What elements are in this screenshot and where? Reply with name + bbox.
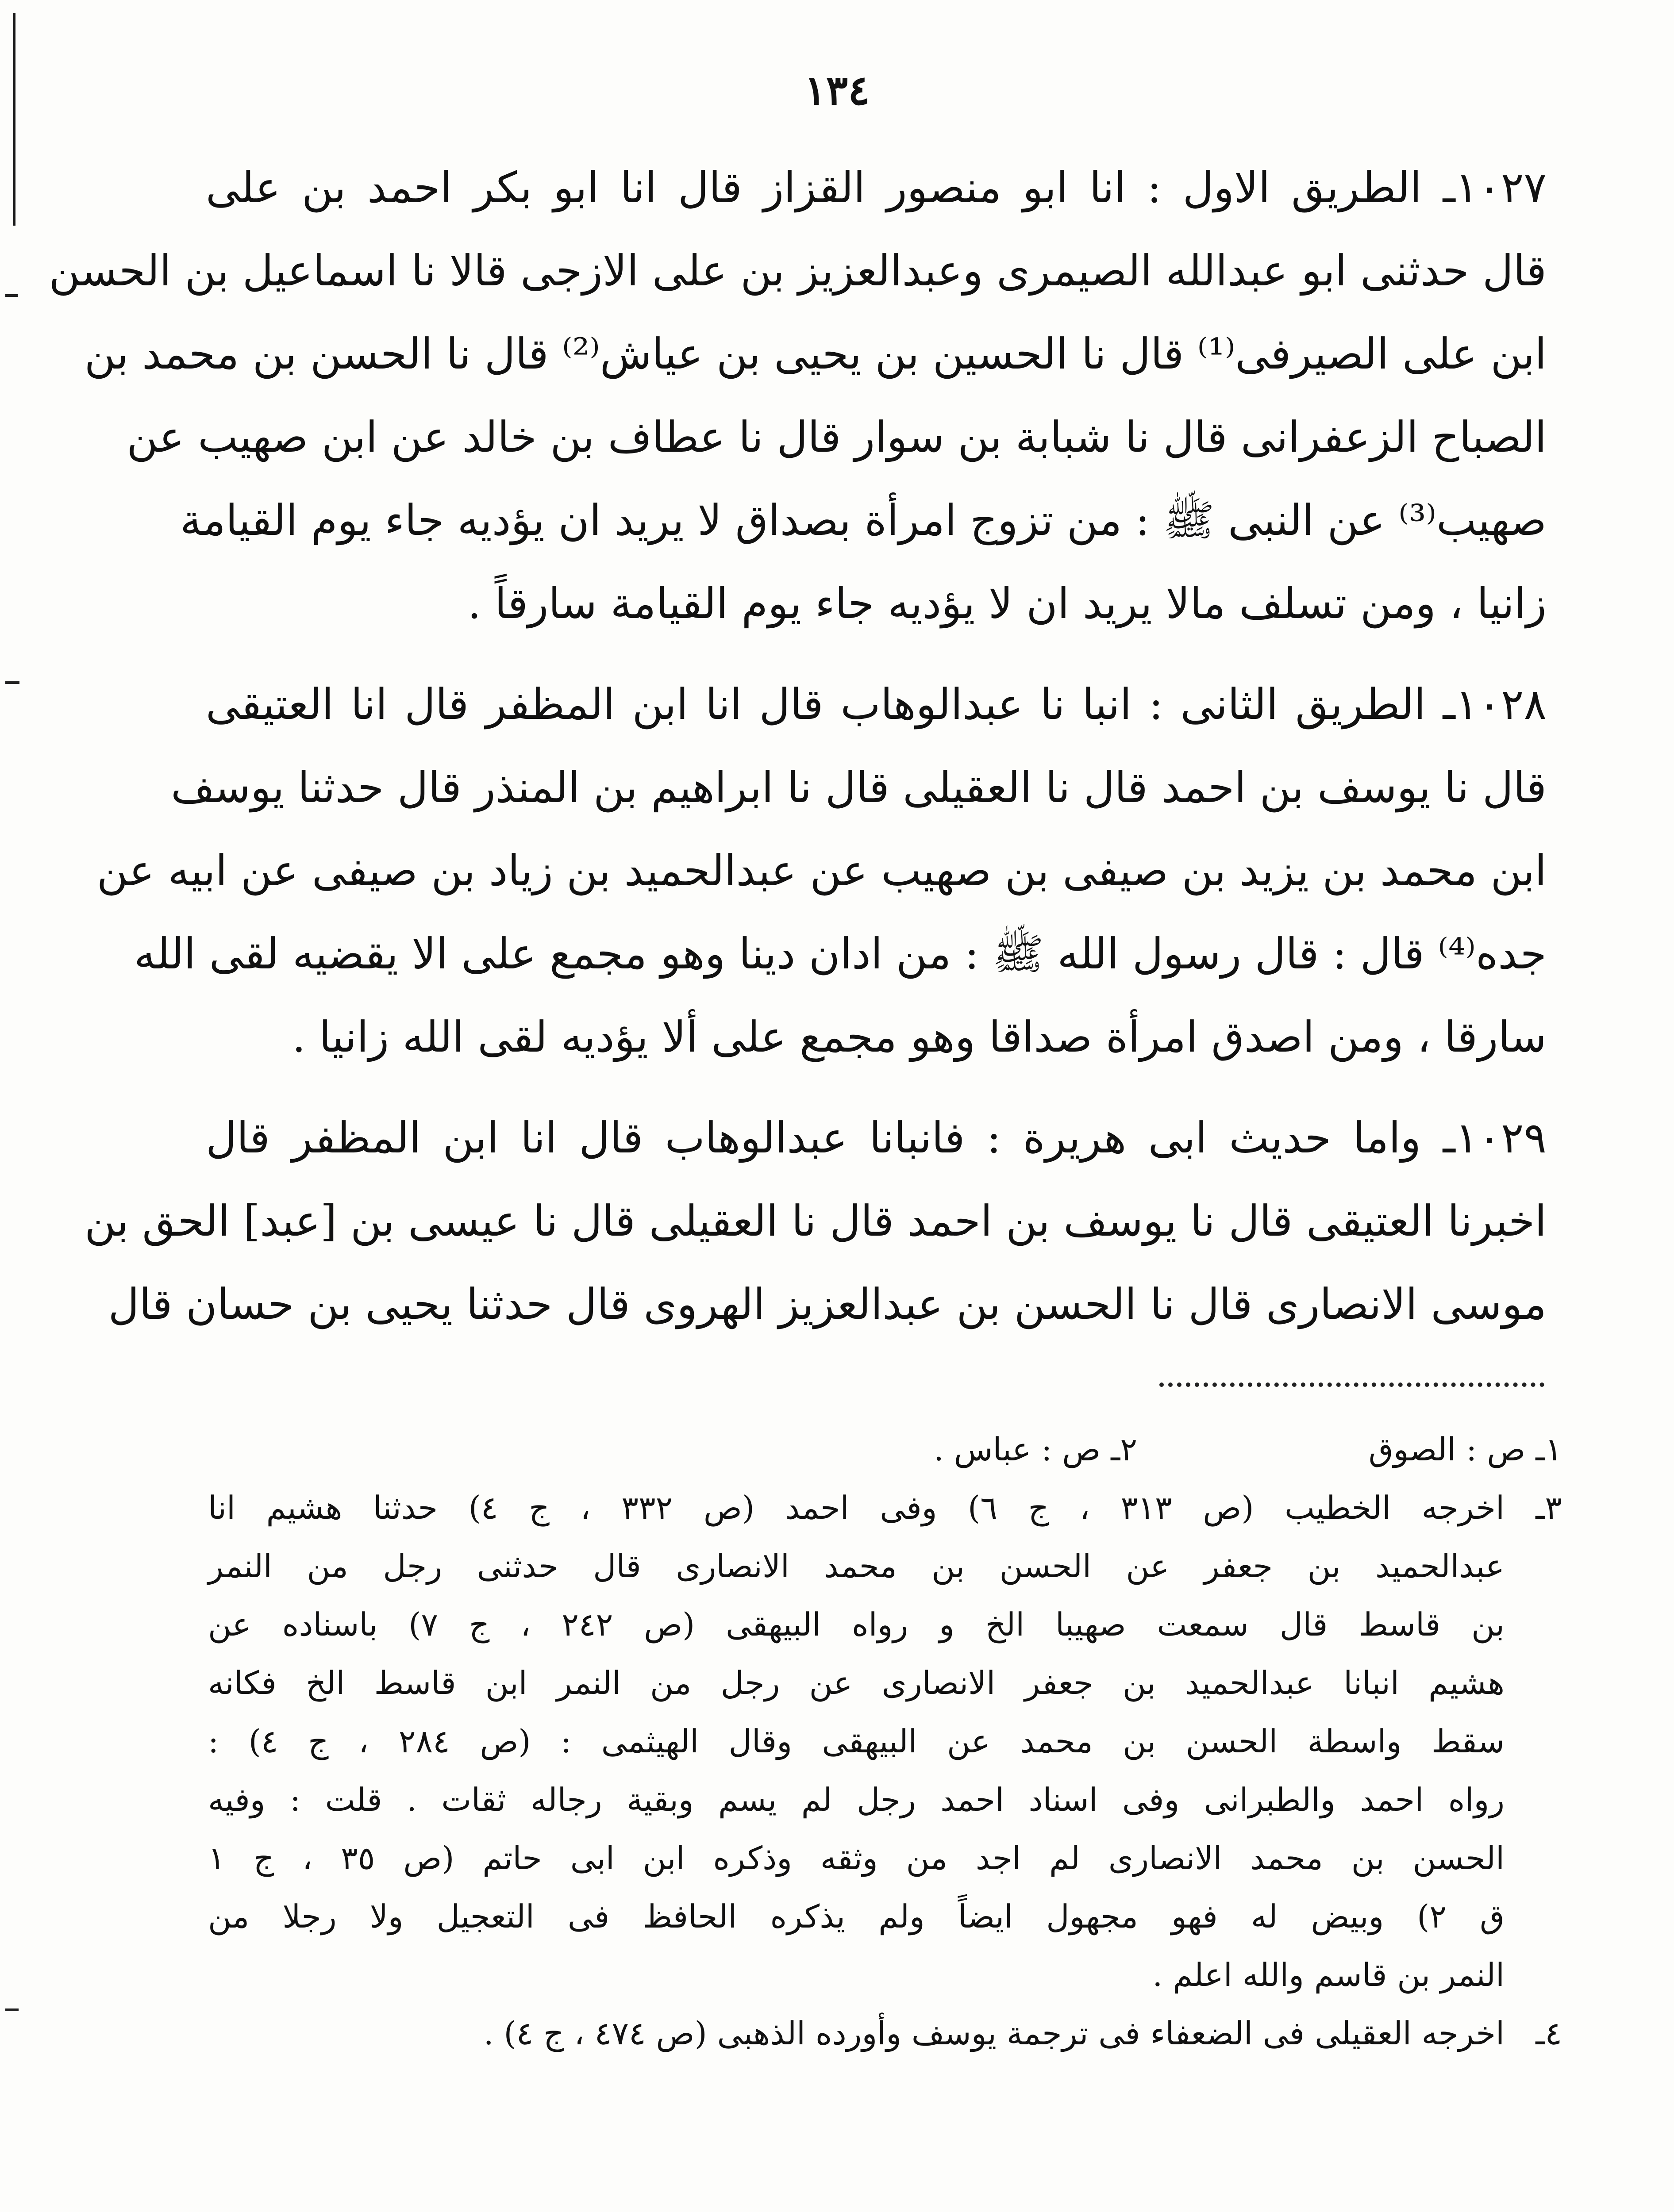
text-line: صهيب⁽³⁾ عن النبى ﷺ : من تزوج امرأة بصداق لا يريد ان يؤديه جاء يوم القيامة xyxy=(180,495,1547,545)
text-line: جده⁽⁴⁾ قال : قال رسول الله ﷺ : من ادان دينا وهو مجمع على الا يقضيه لقى الله xyxy=(134,929,1547,979)
footnote-line: هشيم انبانا عبدالحميد بن جعفر الانصارى عن رجل من النمر ابن قاسط الخ فكانه xyxy=(208,1664,1505,1701)
footnote-number: ٣ـ xyxy=(1535,1489,1562,1526)
paragraph-1029 xyxy=(85,1096,1547,1346)
footnote-text: ص : الصوق xyxy=(1368,1431,1526,1468)
footnote-separator xyxy=(1159,1382,1544,1387)
text-line: اخبرنا العتيقى قال نا يوسف بن احمد قال نا العقيلى قال نا عيسى بن [عبد] الحق بن xyxy=(85,1196,1547,1246)
footnote-text: ص : عباس . xyxy=(933,1431,1101,1468)
page-edge-line xyxy=(13,13,15,226)
footnote-text xyxy=(208,1479,1505,2004)
page-number: ١٣٤ xyxy=(804,66,870,114)
footnote-number: ١ـ xyxy=(1535,1431,1562,1468)
margin-mark xyxy=(5,2008,19,2011)
text-line: قال نا يوسف بن احمد قال نا العقيلى قال نا ابراهيم بن المنذر قال حدثنا يوسف xyxy=(171,763,1547,812)
text-line: ابن على الصيرفى⁽¹⁾ قال نا الحسين بن يحيى بن عياش⁽²⁾ قال نا الحسن بن محمد بن xyxy=(84,329,1547,379)
footnote-line: النمر بن قاسم والله اعلم . xyxy=(1152,1956,1505,1993)
footnote-line: الحسن بن محمد الانصارى لم اجد من وثقه وذكره ابن ابى حاتم (ص ٣٥ ، ج ١ xyxy=(208,1839,1505,1877)
text-line: سارقا ، ومن اصدق امرأة صداقا وهو مجمع على ألا يؤديه لقى الله زانيا . xyxy=(292,1012,1547,1062)
margin-mark xyxy=(5,294,18,297)
footnote-2 xyxy=(739,1420,1137,1479)
paragraph-1027 xyxy=(49,146,1547,645)
footnote-number: ٤ـ xyxy=(1535,2015,1562,2052)
footnote-4 xyxy=(208,2004,1562,2062)
footnote-line: ق ٢) وبيض له فهو مجهول ايضاً ولم يذكره الحافظ فى التعجيل ولا رجلا من xyxy=(208,1898,1505,1935)
text-line: زانيا ، ومن تسلف مالا يريد ان لا يؤديه جاء يوم القيامة سارقاً . xyxy=(467,579,1547,628)
footnote-line: اخرجه العقيلى فى الضعفاء فى ترجمة يوسف وأورده الذهبى (ص ٤٧٤ ، ج ٤) . xyxy=(483,2015,1505,2052)
footnote-line: سقط واسطة الحسن بن محمد عن البيهقى وقال الهيثمى : (ص ٢٨٤ ، ج ٤) : xyxy=(208,1723,1505,1760)
footnote-line: رواه احمد والطبرانى وفى اسناد احمد رجل لم يسم وبقية رجاله ثقات . قلت : وفيه xyxy=(208,1781,1505,1818)
footnotes xyxy=(208,1420,1562,2062)
margin-mark xyxy=(5,681,19,684)
footnote-3 xyxy=(208,1479,1562,2004)
text-line: ابن محمد بن يزيد بن صيفى بن صهيب عن عبدالحميد بن زياد بن صيفى عن ابيه عن xyxy=(96,846,1547,895)
footnote-line: بن قاسط قال سمعت صهيبا الخ و رواه البيهقى (ص ٢٤٢ ، ج ٧) باسناده عن xyxy=(208,1606,1505,1643)
footnote-text xyxy=(208,2004,1505,2062)
footnote-line: عبدالحميد بن جعفر عن الحسن بن محمد الانصارى قال حدثنى رجل من النمر xyxy=(208,1548,1505,1585)
text-line: الصباح الزعفرانى قال نا شبابة بن سوار قال نا عطاف بن خالد عن ابن صهيب عن xyxy=(127,412,1547,462)
text-line: قال حدثنى ابو عبدالله الصيمرى وعبدالعزيز بن على الازجى قالا نا اسماعيل بن الحسن xyxy=(49,246,1547,296)
text-line: ١٠٢٨ـ الطريق الثانى : انبا نا عبدالوهاب قال انا ابن المظفر قال انا العتيقى xyxy=(206,680,1547,729)
footnote-number: ٢ـ xyxy=(1111,1431,1137,1468)
text-line: ١٠٢٧ـ الطريق الاول : انا ابو منصور القزاز قال انا ابو بكر احمد بن على xyxy=(206,163,1547,212)
footnote-1 xyxy=(1137,1420,1562,1479)
text-line: موسى الانصارى قال نا الحسن بن عبدالعزيز الهروى قال حدثنا يحيى بن حسان قال xyxy=(108,1279,1547,1329)
main-text xyxy=(49,146,1547,1363)
footnote-line: اخرجه الخطيب (ص ٣١٣ ، ج ٦) وفى احمد (ص ٣٣٢ ، ج ٤) حدثنا هشيم انا xyxy=(208,1489,1505,1526)
paragraph-1028 xyxy=(96,663,1547,1079)
text-line: ١٠٢٩ـ واما حديث ابى هريرة : فانبانا عبدالوهاب قال انا ابن المظفر قال xyxy=(206,1113,1547,1163)
footnotes-1-2 xyxy=(208,1420,1562,1479)
